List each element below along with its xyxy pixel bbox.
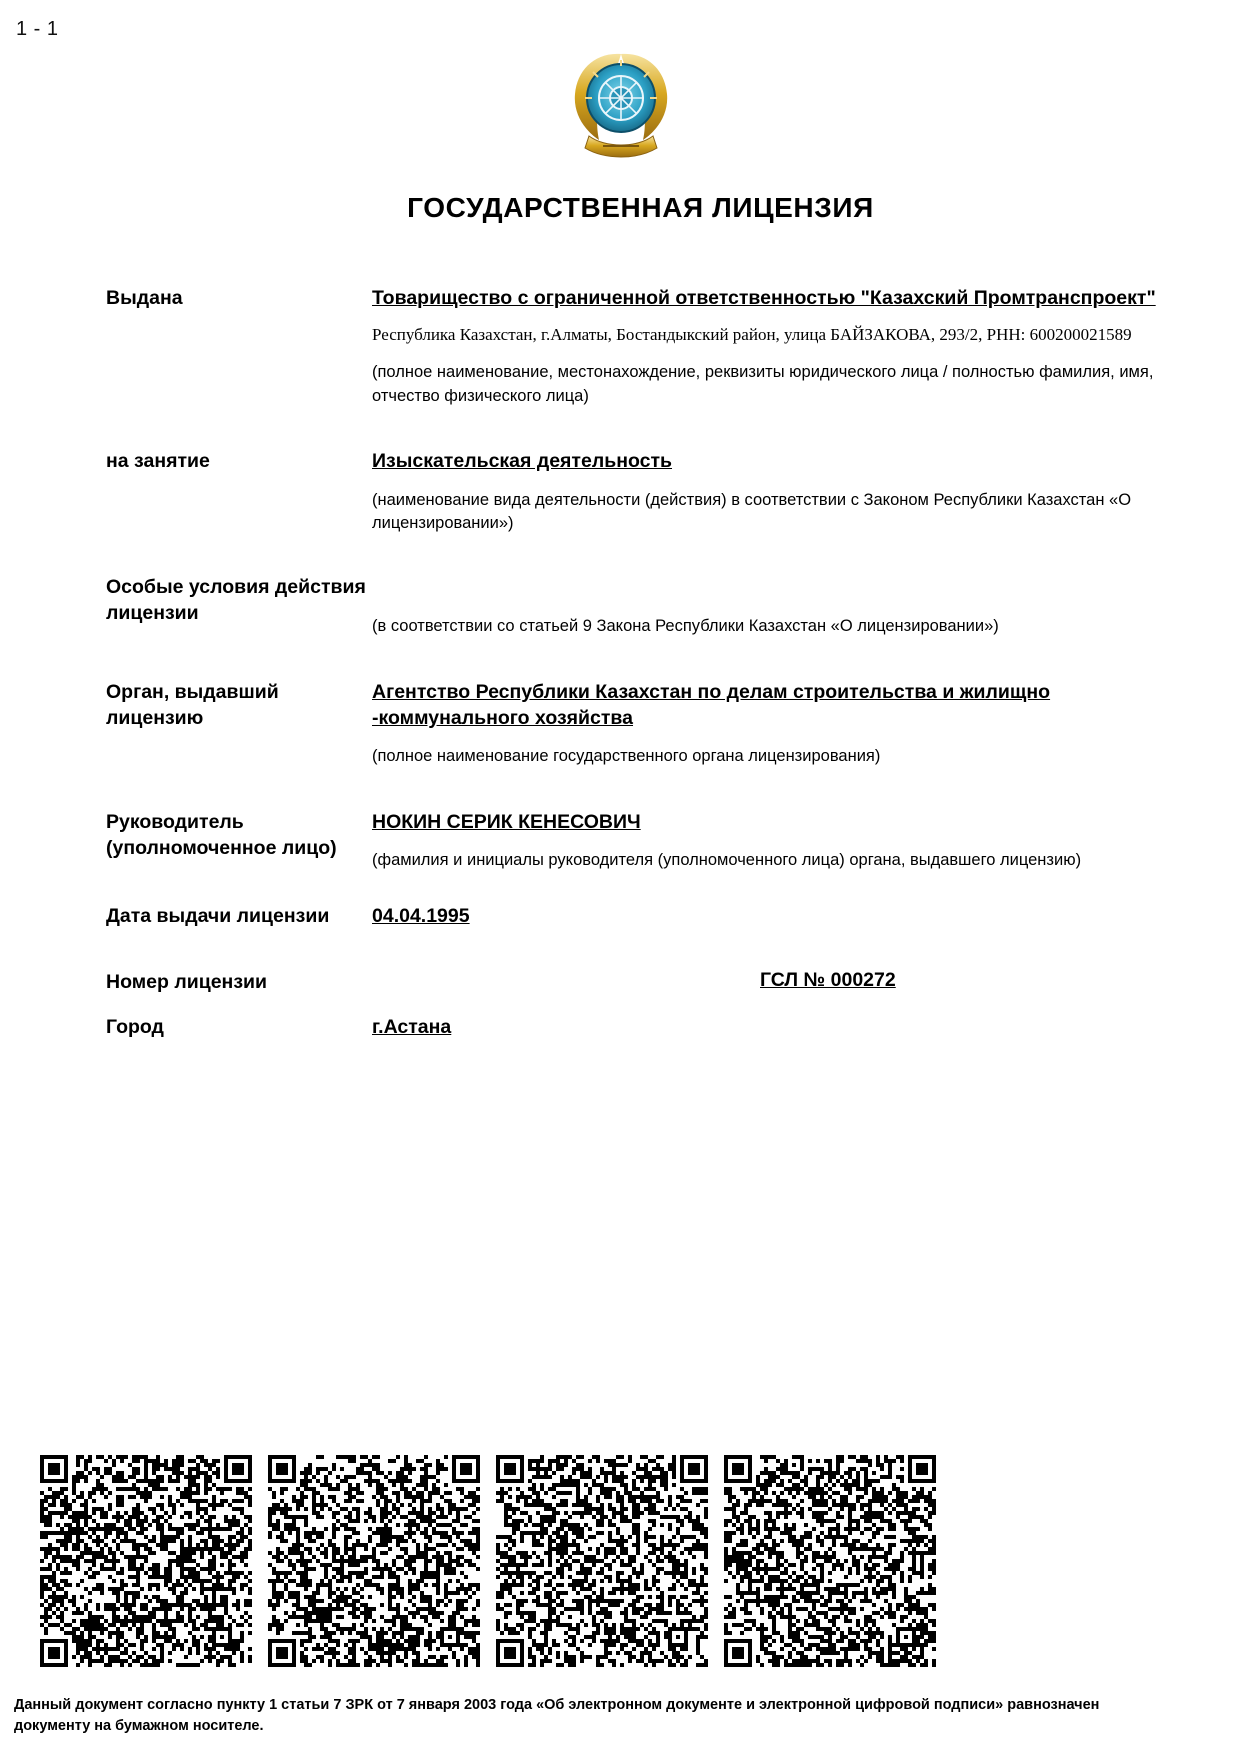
footer-note: Данный документ согласно пункту 1 статьи 7 ЗРК от 7 января 2003 года «Об электронном документе и электронной цифровой подписи» равнозначен документу на бумажном носителе. (14, 1697, 1100, 1735)
field-issued-to-hint: (полное наименование, местонахождение, реквизиты юридического лица / полностью фамилия, имя, отчество физического лица) (372, 363, 1154, 405)
field-city-value: г.Астана (372, 1016, 452, 1039)
emblem-container (0, 36, 1241, 161)
field-issued-to-label: Выдана (106, 287, 183, 309)
field-issued-to-address: Республика Казахстан, г.Алматы, Бостандыкский район, улица БАЙЗАКОВА, 293/2, РНН: 600200021589 (372, 325, 1132, 345)
field-head (106, 809, 1166, 873)
field-activity-label: на занятие (106, 450, 210, 473)
field-license-number-label: Номер лицензии (106, 971, 267, 994)
field-issuing-body-hint: (полное наименование государственного органа лицензирования) (372, 747, 881, 766)
field-head-hint: (фамилия и инициалы руководителя (уполномоченного лица) органа, выдавшего лицензию) (372, 851, 1082, 870)
field-license-number-value: ГСЛ № 000272 (760, 969, 896, 992)
field-special-conditions-label: Особые условия действия лицензии (106, 576, 366, 625)
field-activity (106, 448, 1166, 535)
qr-code-strip (40, 1455, 1200, 1667)
field-city (106, 1014, 1166, 1041)
qr-code-2 (268, 1455, 480, 1667)
license-fields (106, 285, 1166, 1041)
coat-of-arms-kazakhstan-icon (565, 36, 677, 161)
field-special-conditions-hint: (в соответствии со статьей 9 Закона Республики Казахстан «О лицензировании») (372, 617, 999, 636)
field-issued-to (106, 285, 1166, 408)
field-city-label: Город (106, 1016, 164, 1039)
field-issued-to-value: Товарищество с ограниченной ответственностью "Казахский Промтранспроект" (372, 287, 1156, 309)
field-issuing-body-label: Орган, выдавший лицензию (106, 680, 279, 729)
field-head-label: Руководитель (уполномоченное лицо) (106, 810, 337, 859)
field-issuing-body-value: Агентство Республики Казахстан по делам строительства и жилищно -коммунального хозяйства (372, 680, 1051, 730)
field-head-value: НОКИН СЕРИК КЕНЕСОВИЧ (372, 810, 641, 833)
field-license-number (106, 969, 1166, 996)
field-issuing-body (106, 679, 1166, 769)
field-activity-value: Изыскательская деятельность (372, 450, 673, 473)
field-activity-hint: (наименование вида деятельности (действия) в соответствии с Законом Республики Казахстан «О лицензировании») (372, 490, 1132, 533)
field-issue-date-value: 04.04.1995 (372, 904, 470, 927)
field-issue-date (106, 903, 1166, 930)
qr-code-1 (40, 1455, 252, 1667)
page-title: ГОСУДАРСТВЕННАЯ ЛИЦЕНЗИЯ (407, 192, 874, 223)
field-issue-date-label: Дата выдачи лицензии (106, 904, 330, 927)
field-special-conditions (106, 575, 1166, 638)
qr-code-3 (496, 1455, 708, 1667)
qr-code-4 (724, 1455, 936, 1667)
page-marker: 1 - 1 (16, 18, 59, 40)
